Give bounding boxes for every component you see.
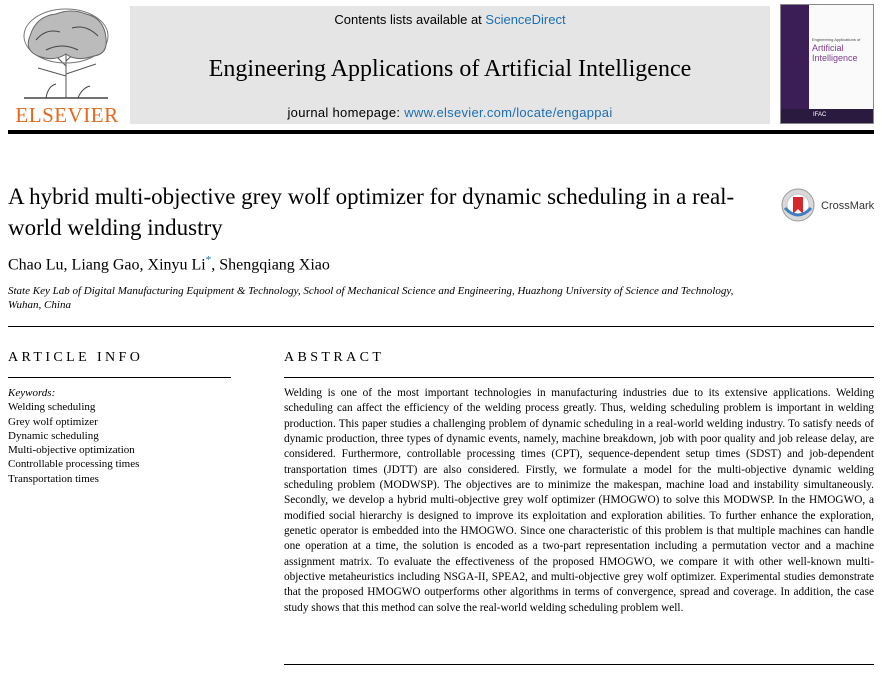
homepage-line <box>130 105 770 120</box>
authors-first: Chao Lu, Liang Gao, Xinyu Li <box>8 256 206 274</box>
contents-prefix: Contents lists available at <box>334 12 486 27</box>
publisher-name: ELSEVIER <box>15 103 119 127</box>
title-divider <box>8 326 874 327</box>
keywords-label: Keywords: <box>8 387 56 399</box>
crossmark-icon <box>781 188 815 222</box>
journal-title: Engineering Applications of Artificial Intelligence <box>208 56 692 82</box>
homepage-link[interactable]: www.elsevier.com/locate/engappai <box>404 105 613 120</box>
keyword-item: Grey wolf optimizer <box>8 415 98 428</box>
abstract-bottom-rule <box>284 664 874 665</box>
homepage-prefix: journal homepage: <box>287 105 405 120</box>
crossmark-label: CrossMark <box>821 200 875 212</box>
elsevier-tree-icon <box>16 6 116 101</box>
article-title: A hybrid multi-objective grey wolf optimizer for dynamic scheduling in a real-world welding industry <box>8 184 735 240</box>
authors-last: , Shengqiang Xiao <box>211 256 330 274</box>
author-list <box>8 254 330 274</box>
journal-banner <box>130 6 770 124</box>
article-info-rule <box>8 377 231 378</box>
keywords-block <box>8 386 238 486</box>
cover-small-text: Engineering Applications of <box>812 37 861 42</box>
journal-cover-thumbnail[interactable] <box>780 4 874 124</box>
cover-ifac-text: IFAC <box>813 112 827 118</box>
keyword-item: Welding scheduling <box>8 401 96 414</box>
cover-title: Artificial Intelligence <box>812 43 858 63</box>
cover-band <box>781 109 874 124</box>
sciencedirect-link[interactable]: ScienceDirect <box>485 12 566 27</box>
abstract-heading: ABSTRACT <box>284 350 385 365</box>
affiliation: State Key Lab of Digital Manufacturing Equipment & Technology, School of Mechanical Science and Engineering, Huazhong University of Science and Technology, Wuhan, China <box>8 285 734 311</box>
keyword-list <box>8 400 238 486</box>
abstract-text: Welding is one of the most important technologies in manufacturing industries due to its extensive applications. Welding scheduling can affect the efficiency of the welding process greatly. Thus, welding scheduling problem is important in welding production. This paper studies a challenging problem of dynamic scheduling in a real-world welding industry. To satisfy needs of dynamic production, three types of dynamic events, namely, machine breakdown, job with poor quality and job release delay, are considered. Furthermore, controllable processing times (CPT), sequence-dependent setup times (SDST) and job-dependent transportation times (JDTT) are also considered. Firstly, we formulate a model for the multi-objective dynamic welding scheduling problem (MODWSP). The objectives are to minimize the makespan, machine load and instability simultaneously. Secondly, we develop a hybrid multi-objective grey wolf optimizer (HMOGWO) to solve this MODWSP. In the HMOGWO, a modified social hierarchy is designed to improve its exploitation and exploration abilities. To further enhance the exploration, genetic operator is embedded into the HMOGWO. Since one characteristic of this problem is that multiple machines can handle one operation at a time, the solution is encoded as a two-part representation including a permutation vector and a machine assignment matrix. To evaluate the effectiveness of the proposed HMOGWO, we compare it with other well-known multi-objective metaheuristics including NSGA-II, SPEA2, and multi-objective grey wolf optimizer. Experimental studies demonstrate that the proposed HMOGWO outperforms other algorithms in terms of convergence, spread and coverage. In addition, the case study shows that this method can solve the real-world welding scheduling problem well. <box>284 387 874 614</box>
header-divider <box>8 130 874 134</box>
keyword-item: Dynamic scheduling <box>8 429 99 442</box>
corresponding-author-mark[interactable]: * <box>205 254 212 266</box>
cover-panel <box>809 5 874 124</box>
article-info-heading: ARTICLE INFO <box>8 350 144 365</box>
abstract-rule <box>284 377 874 378</box>
crossmark-button[interactable] <box>781 188 881 224</box>
keyword-item: Multi-objective optimization <box>8 444 135 457</box>
journal-header <box>0 0 882 135</box>
keyword-item: Transportation times <box>8 472 99 485</box>
keyword-item: Controllable processing times <box>8 458 140 471</box>
elsevier-logo[interactable] <box>8 6 126 126</box>
contents-line <box>130 12 770 27</box>
